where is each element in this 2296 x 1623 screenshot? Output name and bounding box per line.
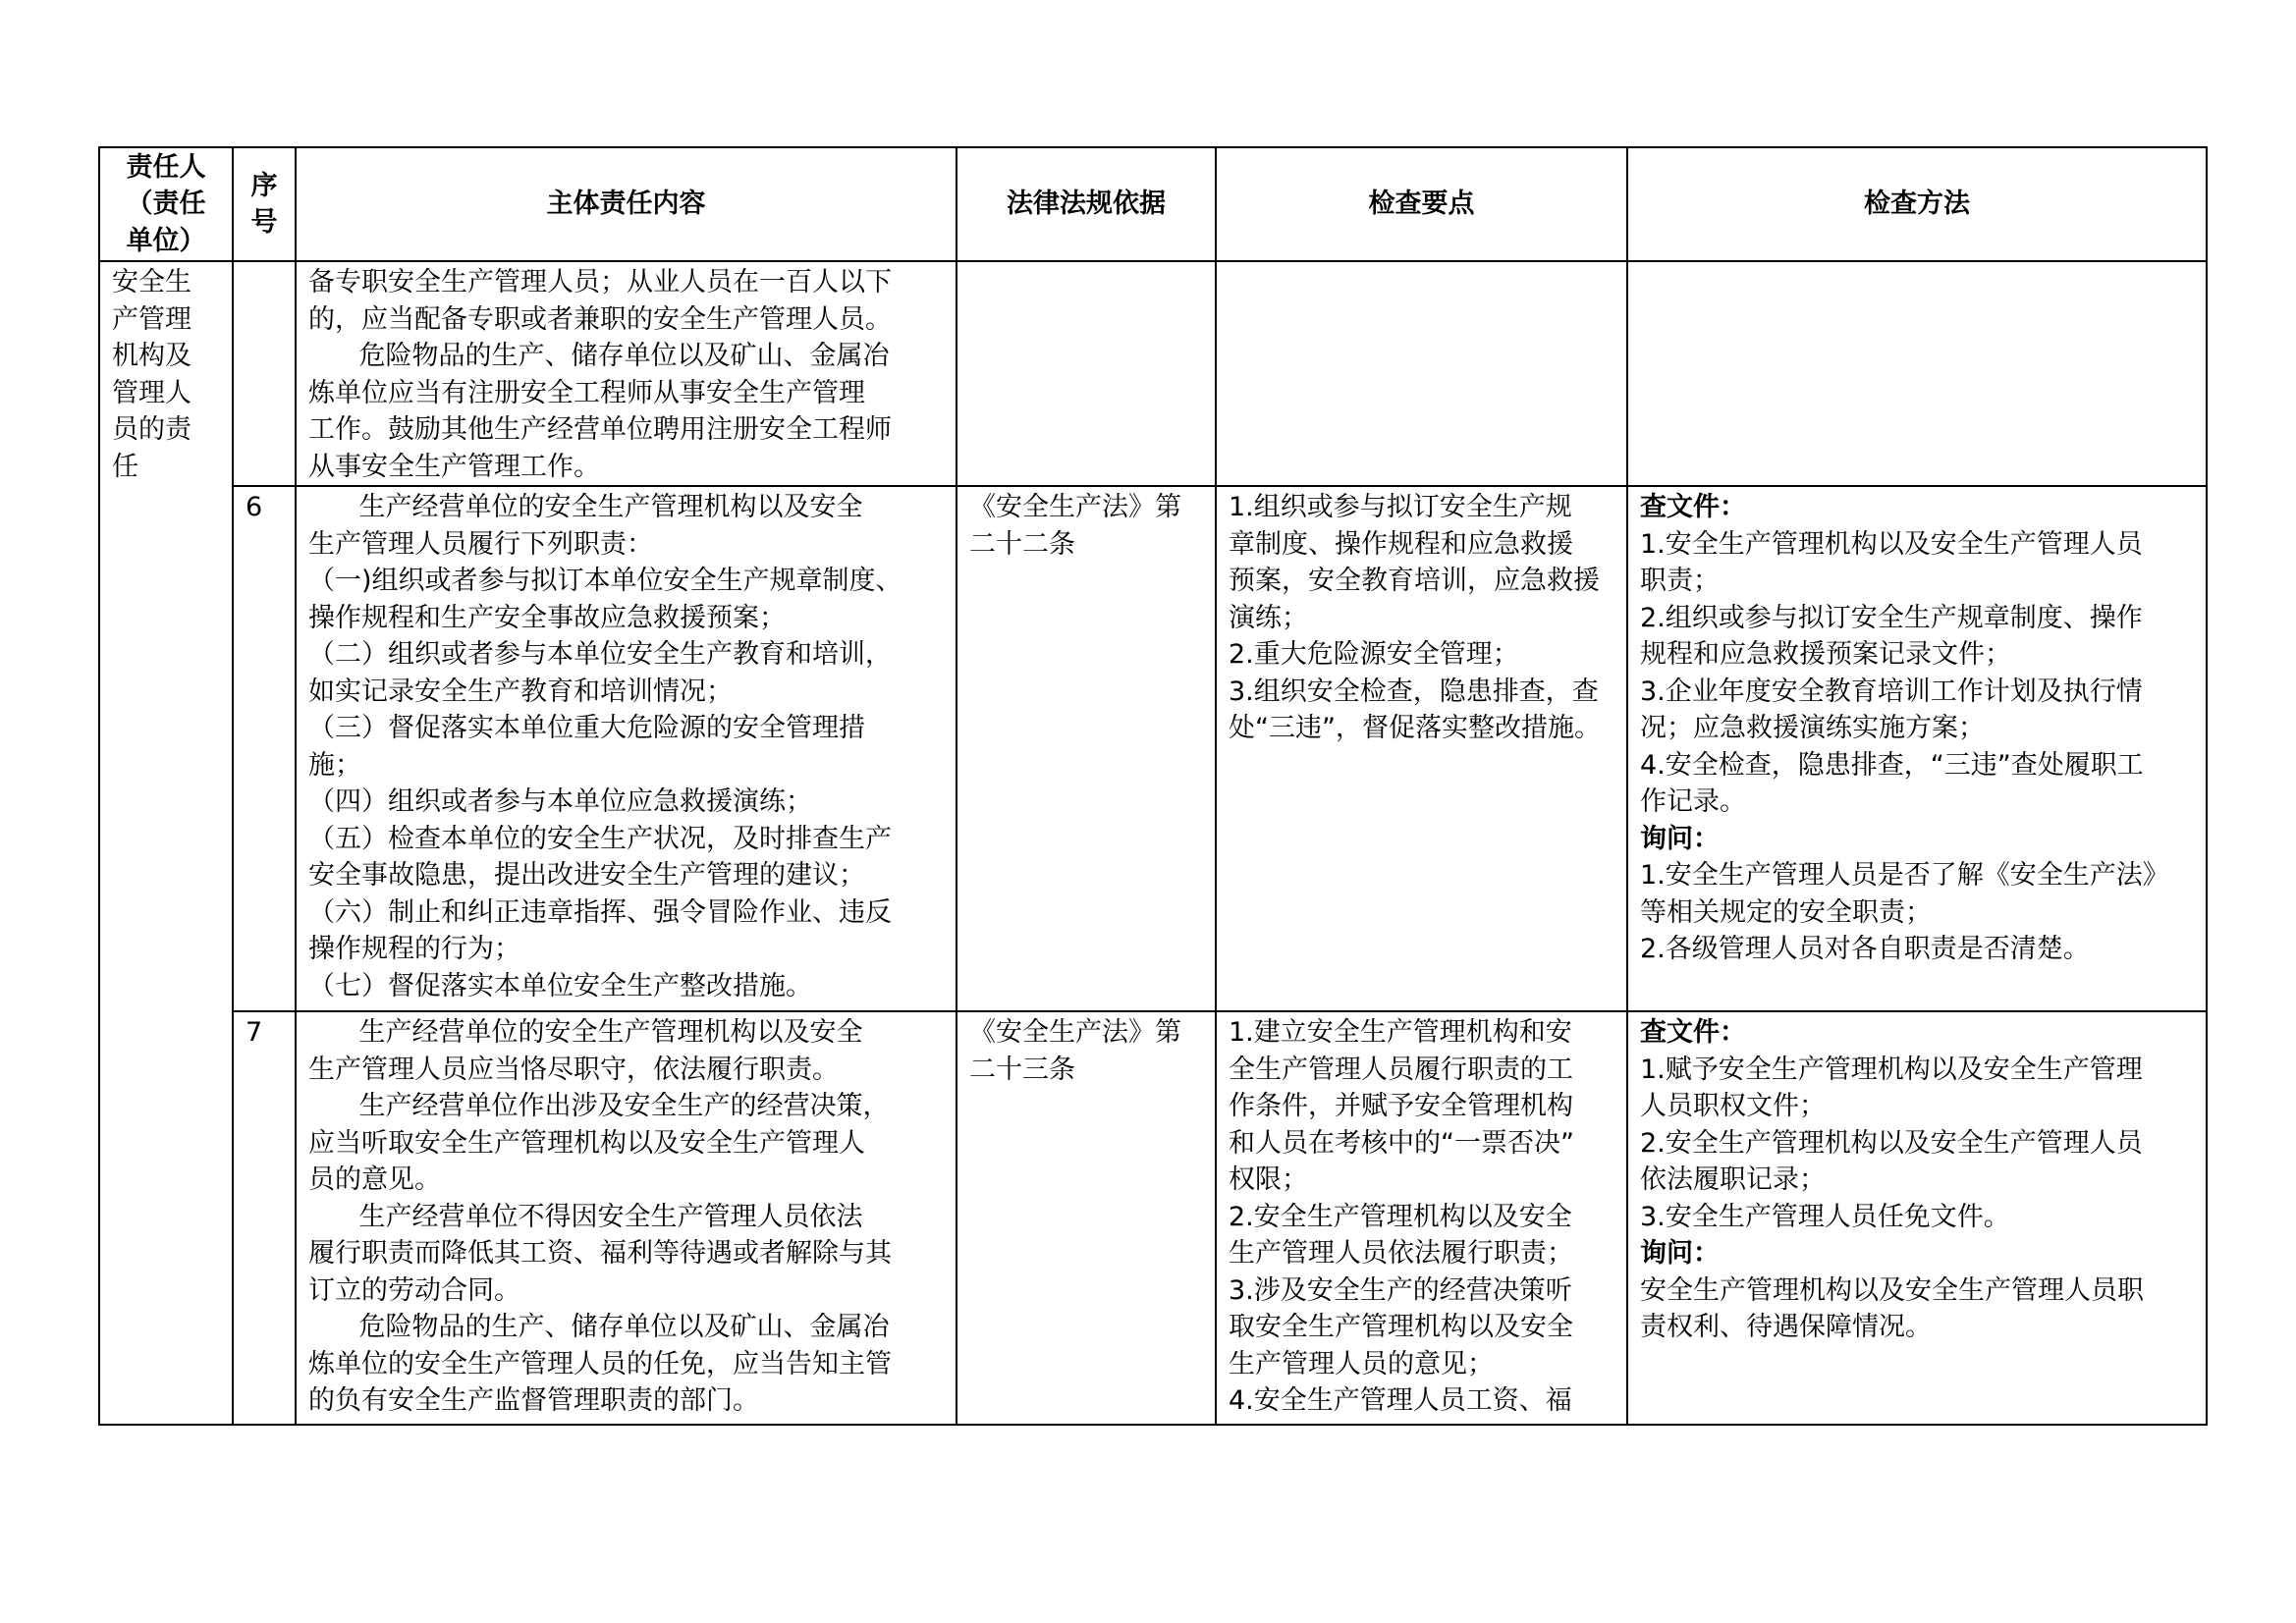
law-cell: 《安全生产法》第 二十二条 bbox=[957, 486, 1216, 1011]
responsibility-table bbox=[98, 146, 2208, 1426]
method-heading-ask: 询问： bbox=[1640, 823, 1720, 854]
responsible-unit-cell: 安全生 产管理 机构及 管理人 员的责 任 bbox=[99, 261, 233, 1425]
header-number: 序 号 bbox=[233, 147, 296, 261]
method-cell: 查文件： 1.赋予安全生产管理机构以及安全生产管理 人员职权文件； 2.安全生产管理机构以及安全生产管理人员 依法履职记录； 3.安全生产管理人员任免文件。 询问： 安全生产管理机构以及安全生产管理人员职 责权利、待遇保障情况。 bbox=[1627, 1011, 2207, 1425]
number-cell: 6 bbox=[233, 486, 296, 1011]
header-row bbox=[99, 147, 2207, 261]
header-responsible-unit: 责任人 （责任 单位） bbox=[99, 147, 233, 261]
header-content: 主体责任内容 bbox=[296, 147, 957, 261]
method-cell-empty bbox=[1627, 261, 2207, 486]
header-points: 检查要点 bbox=[1216, 147, 1627, 261]
header-law: 法律法规依据 bbox=[957, 147, 1216, 261]
law-cell-empty bbox=[957, 261, 1216, 486]
table-row-continued bbox=[99, 261, 2207, 486]
points-cell: 1.组织或参与拟订安全生产规 章制度、操作规程和应急救援 预案，安全教育培训，应急救援 演练； 2.重大危险源安全管理； 3.组织安全检查，隐患排查，查 处“三违”，督促落实整改措施。 bbox=[1216, 486, 1627, 1011]
content-cell: 生产经营单位的安全生产管理机构以及安全 生产管理人员应当恪尽职守，依法履行职责。 生产经营单位作出涉及安全生产的经营决策， 应当听取安全生产管理机构以及安全生产管理人 员的意见。 生产经营单位不得因安全生产管理人员依法 履行职责而降低其工资、福利等待遇或者解除与其 订立的劳动合同。 危险物品的生产、储存单位以及矿山、金属冶 炼单位的安全生产管理人员的任免，应当告知主管 的负有安全生产监督管理职责的部门。 bbox=[296, 1011, 957, 1425]
table-row-7 bbox=[99, 1011, 2207, 1425]
table-row-6 bbox=[99, 486, 2207, 1011]
number-cell-empty bbox=[233, 261, 296, 486]
method-heading-docs: 查文件： bbox=[1640, 1017, 1746, 1048]
method-heading-docs: 查文件： bbox=[1640, 492, 1746, 522]
content-cell: 生产经营单位的安全生产管理机构以及安全 生产管理人员履行下列职责： （一)组织或者参与拟订本单位安全生产规章制度、 操作规程和生产安全事故应急救援预案； （二）组织或者参与本单位安全生产教育和培训， 如实记录安全生产教育和培训情况； （三）督促落实本单位重大危险源的安全管理措 施； （四）组织或者参与本单位应急救援演练； （五）检查本单位的安全生产状况，及时排查生产 安全事故隐患，提出改进安全生产管理的建议； （六）制止和纠正违章指挥、强令冒险作业、违反 操作规程的行为； （七）督促落实本单位安全生产整改措施。 bbox=[296, 486, 957, 1011]
header-method: 检查方法 bbox=[1627, 147, 2207, 261]
method-heading-ask: 询问： bbox=[1640, 1238, 1720, 1269]
law-cell: 《安全生产法》第 二十三条 bbox=[957, 1011, 1216, 1425]
method-cell: 查文件： 1.安全生产管理机构以及安全生产管理人员 职责； 2.组织或参与拟订安全生产规章制度、操作 规程和应急救援预案记录文件； 3.企业年度安全教育培训工作计划及执行情 况；应急救援演练实施方案； 4.安全检查，隐患排查，“三违”查处履职工 作记录。 询问： 1.安全生产管理人员是否了解《安全生产法》 等相关规定的安全职责； 2.各级管理人员对各自职责是否清楚。 bbox=[1627, 486, 2207, 1011]
points-cell-empty bbox=[1216, 261, 1627, 486]
number-cell: 7 bbox=[233, 1011, 296, 1425]
content-cell: 备专职安全生产管理人员；从业人员在一百人以下 的，应当配备专职或者兼职的安全生产管理人员。 危险物品的生产、储存单位以及矿山、金属冶 炼单位应当有注册安全工程师从事安全生产管理 工作。鼓励其他生产经营单位聘用注册安全工程师 从事安全生产管理工作。 bbox=[296, 261, 957, 486]
points-cell: 1.建立安全生产管理机构和安 全生产管理人员履行职责的工 作条件，并赋予安全管理机构 和人员在考核中的“一票否决” 权限； 2.安全生产管理机构以及安全 生产管理人员依法履行职责； 3.涉及安全生产的经营决策听 取安全生产管理机构以及安全 生产管理人员的意见； 4.安全生产管理人员工资、福 bbox=[1216, 1011, 1627, 1425]
